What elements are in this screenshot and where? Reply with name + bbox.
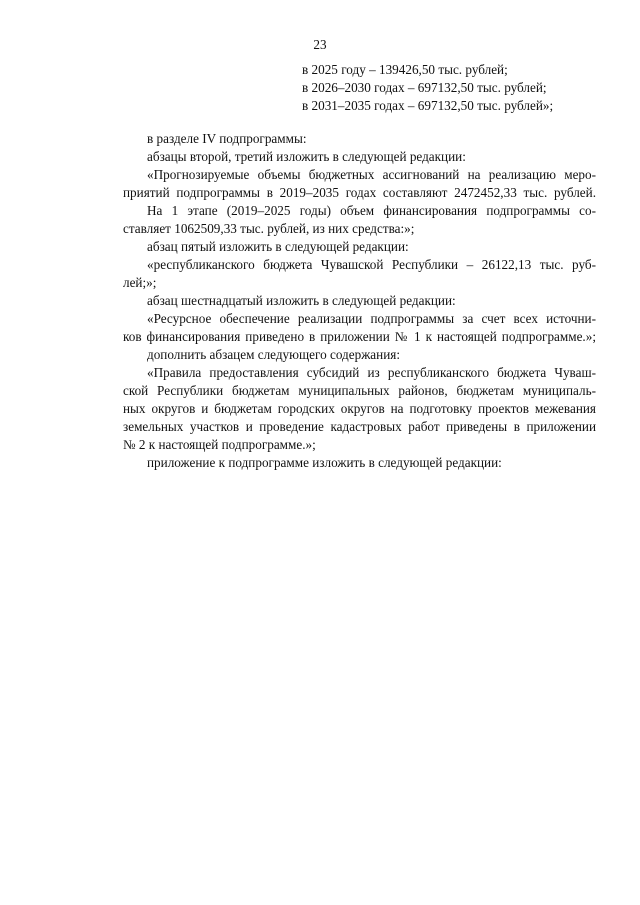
funding-line-2025: в 2025 году – 139426,50 тыс. рублей; <box>302 62 508 77</box>
text-line: ставляет 1062509,33 тыс. рублей, из них средства:»; <box>123 221 415 236</box>
text-line: ской Республики бюджетам муниципальных районов, бюджетам муниципаль- <box>123 383 596 398</box>
text-line: «Ресурсное обеспечение реализации подпрограммы за счет всех источни- <box>147 311 596 326</box>
text-line: дополнить абзацем следующего содержания: <box>147 347 401 362</box>
text-line: «республиканского бюджета Чувашской Республики – 26122,13 тыс. руб- <box>147 257 596 272</box>
text-line: приятий подпрограммы в 2019–2035 годах составляют 2472452,33 тыс. рублей. <box>123 185 596 200</box>
text-line: ков финансирования приведено в приложении № 1 к настоящей подпрограмме.»; <box>123 329 596 344</box>
funding-line-2031-2035: в 2031–2035 годах – 697132,50 тыс. рублей»; <box>302 98 554 113</box>
text-line: На 1 этапе (2019–2025 годы) объем финансирования подпрограммы со- <box>147 203 596 218</box>
text-line: «Прогнозируемые объемы бюджетных ассигнований на реализацию меро- <box>147 167 596 182</box>
text-line: № 2 к настоящей подпрограмме.»; <box>123 437 316 452</box>
text-line: лей;»; <box>123 275 157 290</box>
funding-line-2026-2030: в 2026–2030 годах – 697132,50 тыс. рублей; <box>302 80 547 95</box>
text-line: приложение к подпрограмме изложить в следующей редакции: <box>147 455 502 470</box>
text-line: ных округов и бюджетам городских округов на подготовку проектов межевания <box>123 401 596 416</box>
text-line: «Правила предоставления субсидий из республиканского бюджета Чуваш- <box>147 365 596 380</box>
text-line: в разделе IV подпрограммы: <box>147 131 307 146</box>
text-line: земельных участков и проведение кадастровых работ приведены в приложении <box>123 419 596 434</box>
text-line: абзацы второй, третий изложить в следующей редакции: <box>147 149 466 164</box>
text-line: абзац шестнадцатый изложить в следующей редакции: <box>147 293 456 308</box>
text-line: абзац пятый изложить в следующей редакции: <box>147 239 409 254</box>
page-number: 23 <box>313 37 327 52</box>
